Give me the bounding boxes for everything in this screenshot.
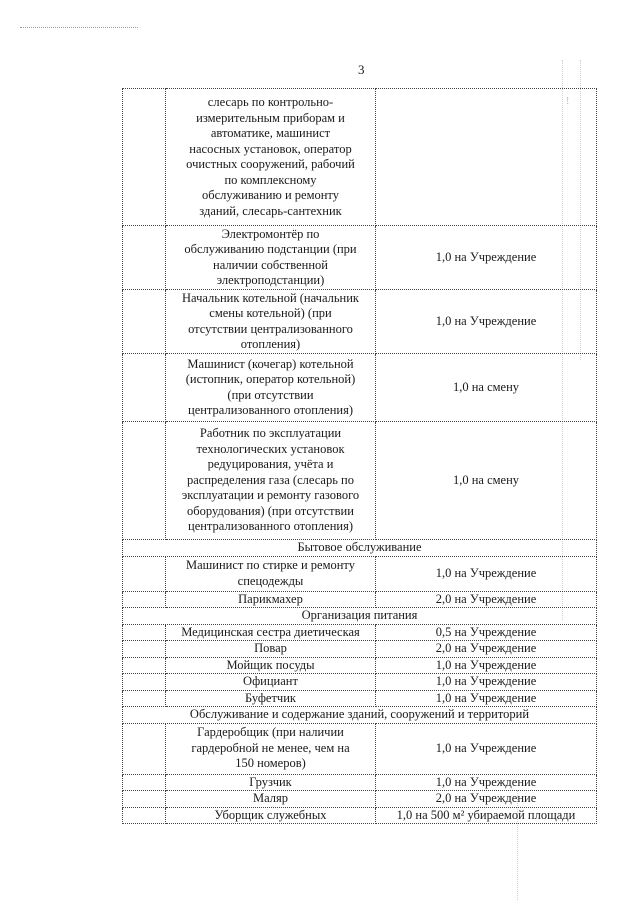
position-name-line: Машинист по стирке и ремонту [186, 558, 355, 572]
header-rule [20, 27, 138, 28]
table-row [123, 774, 597, 791]
row-number-cell [123, 791, 166, 808]
row-number-cell [123, 641, 166, 658]
section-header-row [123, 707, 597, 724]
staffing-table [122, 88, 597, 824]
section-title: Бытовое обслуживание [123, 540, 597, 557]
position-name-line: Уборщик служебных [214, 807, 327, 822]
position-name-line: по комплексному [224, 172, 317, 187]
row-number-cell [123, 89, 166, 226]
position-name-cell [166, 723, 376, 774]
position-name-cell [166, 674, 376, 691]
row-number-cell [123, 774, 166, 791]
position-name-line: Медицинская сестра диетическая [181, 624, 360, 639]
staff-norm-cell: 1,0 на смену [376, 354, 597, 422]
position-name-line: Официант [243, 674, 298, 688]
position-name-line: измерительным приборам и [196, 110, 345, 125]
page-edge-mark-text: ! [566, 96, 570, 107]
position-name-cell [166, 641, 376, 658]
position-name-line: распределения газа (слесарь по [187, 472, 354, 487]
staff-norm-cell: 1,0 на Учреждение [376, 723, 597, 774]
position-name-line: Электромонтёр по [221, 226, 320, 241]
staff-norm-cell: 1,0 на Учреждение [376, 226, 597, 290]
table-row [123, 354, 597, 422]
position-name-cell [166, 690, 376, 707]
table-row [123, 641, 597, 658]
position-name-line: гардеробной не менее, чем на [191, 740, 350, 755]
staff-norm-cell: 1,0 на Учреждение [376, 774, 597, 791]
position-name-cell [166, 89, 376, 226]
position-name-line: обслуживанию и ремонту [202, 188, 339, 202]
position-name-line: Гардеробщик (при наличии [197, 725, 344, 740]
staff-norm-cell: 1,0 на Учреждение [376, 674, 597, 691]
position-name-line: смены котельной) (при [209, 306, 332, 320]
staff-norm-cell: 2,0 на Учреждение [376, 591, 597, 608]
staff-norm-cell: 2,0 на Учреждение [376, 641, 597, 658]
position-name-cell [166, 354, 376, 422]
section-title: Организация питания [123, 608, 597, 625]
table-row [123, 591, 597, 608]
position-name-line: отсутствии централизованного [188, 321, 353, 336]
table-row [123, 556, 597, 591]
position-name-line: наличии собственной [213, 257, 328, 272]
row-number-cell [123, 723, 166, 774]
position-name-line: (при отсутствии [227, 387, 314, 402]
staff-norm-cell: 1,0 на Учреждение [376, 690, 597, 707]
position-name-cell [166, 290, 376, 354]
row-number-cell [123, 674, 166, 691]
position-name-line: оборудования) (при отсутствии [187, 503, 354, 518]
position-name-line: насосных установок, оператор [189, 141, 352, 156]
position-name-line: Маляр [252, 791, 288, 805]
position-name-line: эксплуатации и ремонту газового [181, 488, 360, 503]
position-name-cell [166, 226, 376, 290]
table-row [123, 422, 597, 540]
position-name-line: технологических установок [196, 441, 345, 456]
section-header-row [123, 540, 597, 557]
position-name-cell [166, 807, 376, 824]
position-name-line: обслуживанию подстанции (при [184, 242, 357, 256]
position-name-line: централизованного отопления) [188, 403, 353, 417]
position-name-line: редуцирования, учёта и [207, 457, 334, 472]
position-name-line: очистных сооружений, рабочий [186, 157, 355, 171]
position-name-line: (истопник, оператор котельной) [185, 372, 356, 386]
staff-norm-cell: 1,0 на 500 м² убираемой площади [376, 807, 597, 824]
position-name-line: автоматике, машинист [210, 126, 331, 140]
position-name-cell [166, 791, 376, 808]
position-name-line: спецодежды [237, 573, 304, 588]
row-number-cell [123, 422, 166, 540]
row-number-cell [123, 657, 166, 674]
table-row [123, 657, 597, 674]
staff-norm-cell: 1,0 на Учреждение [376, 657, 597, 674]
position-name-line: зданий, слесарь-сантехник [199, 203, 342, 218]
staff-norm-cell: 1,0 на Учреждение [376, 290, 597, 354]
table-row [123, 674, 597, 691]
table-row [123, 290, 597, 354]
staff-norm-cell: 0,5 на Учреждение [376, 624, 597, 641]
position-name-line: слесарь по контрольно- [207, 95, 334, 109]
row-number-cell [123, 290, 166, 354]
row-number-cell [123, 690, 166, 707]
position-name-line: отопления) [240, 337, 301, 351]
row-number-cell [123, 807, 166, 824]
table-row [123, 807, 597, 824]
table-row [123, 89, 597, 226]
staff-norm-cell [376, 89, 597, 226]
row-number-cell [123, 354, 166, 422]
table-row [123, 690, 597, 707]
page-number: 3 [358, 62, 365, 77]
row-number-cell [123, 556, 166, 591]
position-name-cell [166, 624, 376, 641]
row-number-cell [123, 226, 166, 290]
position-name-line: Повар [254, 641, 287, 655]
position-name-cell [166, 591, 376, 608]
position-name-line: централизованного отопления) [188, 519, 353, 534]
staff-norm-cell: 1,0 на смену [376, 422, 597, 540]
position-name-line: Грузчик [249, 774, 292, 789]
position-name-line: Начальник котельной (начальник [182, 290, 359, 305]
section-title: Обслуживание и содержание зданий, сооружений и территорий [123, 707, 597, 724]
position-name-cell [166, 657, 376, 674]
table-row [123, 226, 597, 290]
position-name-line: 150 номеров) [235, 756, 306, 771]
row-number-cell [123, 591, 166, 608]
position-name-line: Буфетчик [245, 690, 296, 705]
staff-norm-cell: 1,0 на Учреждение [376, 556, 597, 591]
position-name-line: Машинист (кочегар) котельной [187, 356, 354, 371]
position-name-cell [166, 556, 376, 591]
position-name-line: Работник по эксплуатации [199, 426, 342, 441]
position-name-cell [166, 774, 376, 791]
table-body [123, 89, 597, 824]
table-row [123, 723, 597, 774]
row-number-cell [123, 624, 166, 641]
table-row [123, 624, 597, 641]
staff-norm-cell: 2,0 на Учреждение [376, 791, 597, 808]
position-name-cell [166, 422, 376, 540]
section-header-row [123, 608, 597, 625]
table-row [123, 791, 597, 808]
position-name-line: Парикмахер [238, 591, 303, 606]
position-name-line: электроподстанции) [216, 273, 325, 287]
position-name-line: Мойщик посуды [226, 657, 315, 672]
